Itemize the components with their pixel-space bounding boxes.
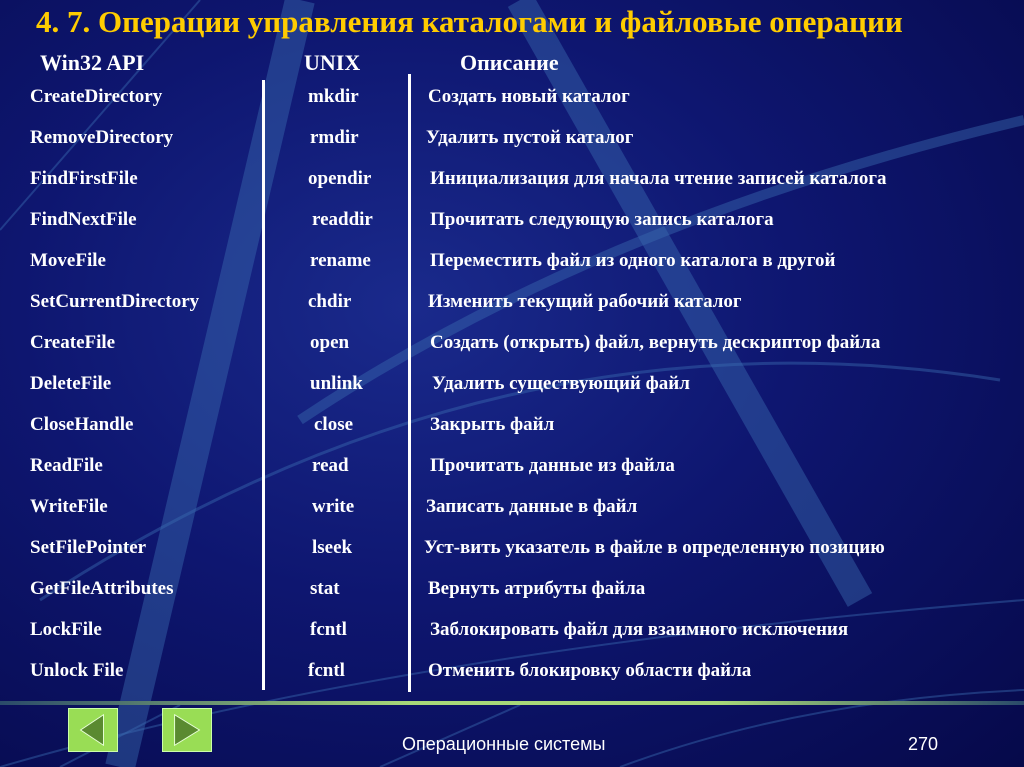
page-number: 270 bbox=[908, 734, 939, 754]
unix-name: unlink bbox=[310, 373, 363, 394]
win32-name: Unlock File bbox=[30, 660, 124, 681]
column-divider bbox=[408, 74, 411, 692]
win32-name: SetFilePointer bbox=[30, 537, 147, 558]
win32-name: SetCurrentDirectory bbox=[30, 291, 200, 312]
unix-name: lseek bbox=[312, 537, 353, 558]
arrow-right-icon bbox=[163, 709, 211, 751]
win32-name: FindFirstFile bbox=[30, 168, 138, 189]
description: Уст-вить указатель в файле в определенную позицию bbox=[424, 537, 885, 558]
description: Создать (открыть) файл, вернуть дескриптор файла bbox=[430, 332, 881, 353]
unix-name: close bbox=[314, 414, 354, 435]
unix-name: readdir bbox=[312, 209, 373, 230]
description: Прочитать данные из файла bbox=[430, 455, 675, 476]
unix-name: write bbox=[312, 496, 355, 517]
description: Закрыть файл bbox=[430, 414, 555, 435]
arrow-left-icon bbox=[69, 709, 117, 751]
win32-name: GetFileAttributes bbox=[30, 578, 174, 599]
description: Заблокировать файл для взаимного исключения bbox=[430, 619, 849, 640]
win32-name: CloseHandle bbox=[30, 414, 134, 435]
win32-name: CreateDirectory bbox=[30, 86, 163, 107]
header-unix: UNIX bbox=[304, 50, 361, 75]
header-win32: Win32 API bbox=[40, 50, 145, 75]
description: Удалить пустой каталог bbox=[426, 127, 634, 148]
description: Переместить файл из одного каталога в другой bbox=[430, 250, 836, 271]
win32-name: ReadFile bbox=[30, 455, 103, 476]
win32-name: MoveFile bbox=[30, 250, 106, 271]
unix-name: stat bbox=[310, 578, 340, 599]
unix-name: rmdir bbox=[310, 127, 359, 148]
unix-name: opendir bbox=[308, 168, 372, 189]
win32-name: CreateFile bbox=[30, 332, 116, 353]
description: Инициализация для начала чтение записей каталога bbox=[430, 168, 887, 189]
footer-divider bbox=[0, 701, 1024, 705]
win32-name: FindNextFile bbox=[30, 209, 137, 230]
win32-name: WriteFile bbox=[30, 496, 108, 517]
unix-name: chdir bbox=[308, 291, 352, 312]
description: Отменить блокировку области файла bbox=[428, 660, 752, 681]
footer-text: Операционные системы bbox=[402, 734, 606, 754]
next-slide-button[interactable] bbox=[162, 708, 212, 752]
header-description: Описание bbox=[460, 50, 559, 75]
description: Вернуть атрибуты файла bbox=[428, 578, 646, 599]
slide-title: 4. 7. Операции управления каталогами и файловые операции bbox=[36, 4, 903, 39]
unix-name: read bbox=[312, 455, 349, 476]
description: Изменить текущий рабочий каталог bbox=[428, 291, 742, 312]
win32-name: LockFile bbox=[30, 619, 102, 640]
unix-name: fcntl bbox=[310, 619, 347, 640]
unix-name: fcntl bbox=[308, 660, 345, 681]
description: Прочитать следующую запись каталога bbox=[430, 209, 774, 230]
unix-name: open bbox=[310, 332, 350, 353]
description: Удалить существующий файл bbox=[432, 373, 690, 394]
column-divider bbox=[262, 80, 265, 690]
previous-slide-button[interactable] bbox=[68, 708, 118, 752]
win32-name: DeleteFile bbox=[30, 373, 112, 394]
unix-name: mkdir bbox=[308, 86, 359, 107]
description: Записать данные в файл bbox=[426, 496, 638, 517]
unix-name: rename bbox=[310, 250, 371, 271]
description: Создать новый каталог bbox=[428, 86, 630, 107]
win32-name: RemoveDirectory bbox=[30, 127, 174, 148]
